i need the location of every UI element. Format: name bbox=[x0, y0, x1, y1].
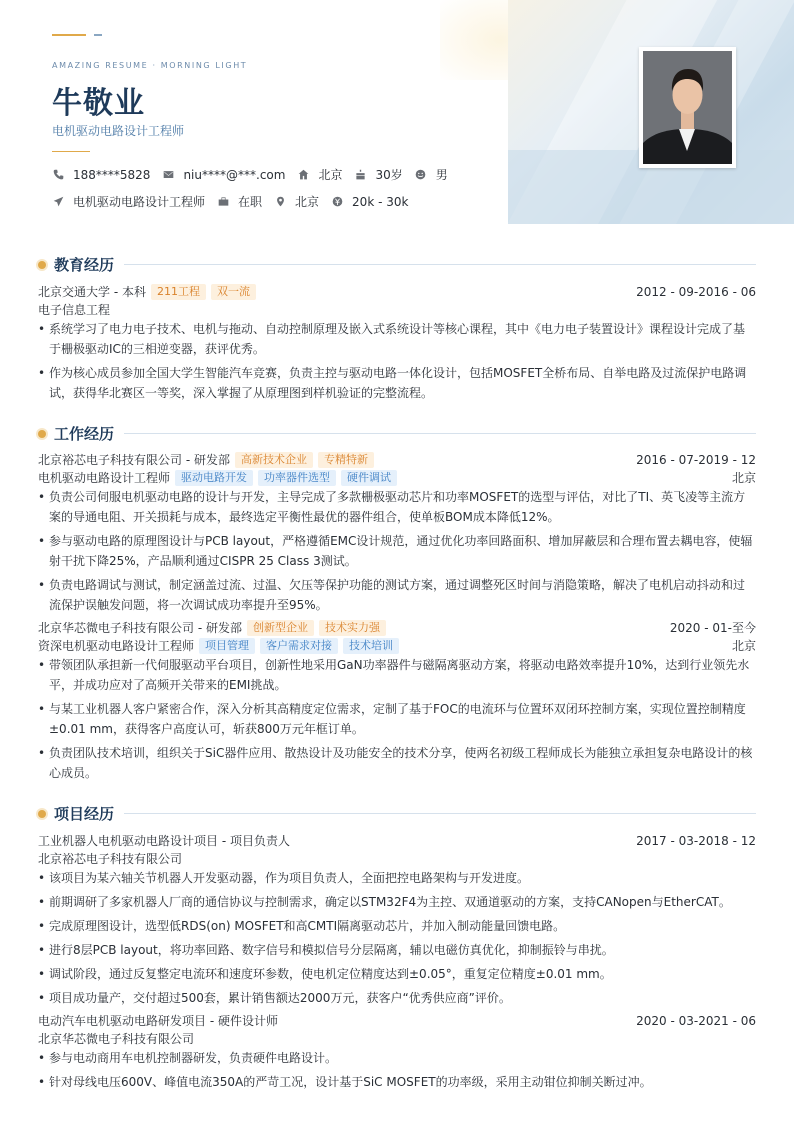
skill-tag: 客户需求对接 bbox=[260, 638, 338, 654]
list-item: • 调试阶段，通过反复整定电流环和速度环参数，使电机定位精度达到±0.05°，重复定位精度±0.01 mm。 bbox=[38, 964, 756, 984]
list-item: • 参与电动商用车电机控制器研发，负责硬件电路设计。 bbox=[38, 1048, 756, 1068]
list-item: • 与某工业机器人客户紧密合作，深入分析其高精度定位需求，定制了基于FOC的电流环与位置环双闭环控制方案，实现位置控制精度±0.01 mm，获得客户高度认可，斩获800万元年框订单。 bbox=[38, 699, 756, 739]
section-dot-icon bbox=[38, 261, 46, 269]
target-city-text: 北京 bbox=[295, 195, 320, 209]
age-item bbox=[354, 166, 402, 183]
gender-text: 男 bbox=[435, 168, 448, 182]
section-dot-icon bbox=[38, 810, 46, 818]
list-item: • 针对母线电压600V、峰值电流350A的严苛工况，设计基于SiC MOSFET的功率级，采用主动钳位抑制关断过冲。 bbox=[38, 1072, 756, 1092]
location-pin-icon bbox=[274, 196, 286, 208]
money-icon bbox=[331, 196, 343, 208]
project-org: 北京裕芯电子科技有限公司 bbox=[38, 852, 183, 866]
project-entry-header bbox=[38, 832, 756, 849]
city-text: 北京 bbox=[318, 168, 343, 182]
skill-tag: 功率器件选型 bbox=[258, 470, 336, 486]
work-city: 北京 bbox=[731, 639, 756, 653]
skill-tag: 驱动电路开发 bbox=[175, 470, 253, 486]
status-item bbox=[217, 193, 262, 210]
skill-tag: 硬件调试 bbox=[341, 470, 397, 486]
project-period: 2017 - 03-2018 - 12 bbox=[636, 833, 756, 848]
list-item: • 带领团队承担新一代伺服驱动平台项目，创新性地采用GaN功率器件与磁隔离驱动方案，将驱动电路效率提升10%，达到行业领先水平，并成功应对了高频开关带来的EMI挑战。 bbox=[38, 655, 756, 695]
work-period: 2020 - 01-至今 bbox=[669, 621, 756, 635]
target-role-item bbox=[52, 193, 205, 210]
work-bullets bbox=[38, 487, 756, 619]
education-entry-header bbox=[38, 283, 756, 300]
list-item: • 作为核心成员参加全国大学生智能汽车竞赛，负责主控与驱动电路一体化设计，包括MOSFET全桥布局、自举电路及过流保护电路调试，获得华北赛区一等奖，深入掌握了从原理图到样机验证的完整流程。 bbox=[38, 363, 756, 403]
job-info-row bbox=[52, 193, 420, 210]
company-tag: 技术实力强 bbox=[319, 620, 386, 636]
list-item: • 负责公司伺服电机驱动电路的设计与开发，主导完成了多款栅极驱动芯片和功率MOSFET的选型与评估，对比了TI、英飞凌等主流方案的导通电阻、开关损耗与成本，最终选定平衡性最优的器件组合，使单板BOM成本降低12%。 bbox=[38, 487, 756, 527]
candidate-title: 电机驱动电路设计工程师 bbox=[52, 124, 185, 138]
work-bullets bbox=[38, 655, 756, 787]
skill-tag: 技术培训 bbox=[343, 638, 399, 654]
project-org-line bbox=[38, 850, 756, 867]
phone-icon bbox=[52, 169, 64, 181]
portrait-image bbox=[643, 51, 732, 164]
email-item bbox=[162, 168, 285, 182]
mail-icon bbox=[162, 169, 174, 181]
education-bullets bbox=[38, 319, 756, 407]
contact-info-row bbox=[52, 166, 460, 183]
company-tag: 创新型企业 bbox=[247, 620, 314, 636]
section-dot-icon bbox=[38, 430, 46, 438]
candidate-name: 牛敬业 bbox=[52, 86, 145, 121]
phone-text: 188****5828 bbox=[73, 167, 151, 182]
section-divider bbox=[124, 813, 756, 814]
company-tag: 专精特新 bbox=[318, 452, 374, 468]
project-org: 北京华芯微电子科技有限公司 bbox=[38, 1032, 195, 1046]
section-divider bbox=[124, 264, 756, 265]
work-period: 2016 - 07-2019 - 12 bbox=[636, 452, 756, 467]
work-entry-header bbox=[38, 451, 756, 468]
list-item: • 项目成功量产，交付超过500套，累计销售额达2000万元，获客户“优秀供应商”评价。 bbox=[38, 988, 756, 1008]
email-text: niu****@***.com bbox=[183, 167, 286, 182]
list-item: • 负责团队技术培训，组织关于SiC器件应用、散热设计及功能安全的技术分享，使两名初级工程师成长为能独立承担复杂电路设计的核心成员。 bbox=[38, 743, 756, 783]
list-item: • 该项目为某六轴关节机器人开发驱动器，作为项目负责人，全面把控电路架构与开发进度。 bbox=[38, 868, 756, 888]
profile-photo bbox=[639, 47, 736, 168]
work-entry-header bbox=[38, 619, 756, 636]
section-divider bbox=[124, 433, 756, 434]
gender-item bbox=[415, 166, 448, 183]
work-section-title: 工作经历 bbox=[54, 425, 115, 443]
education-tag: 211工程 bbox=[151, 284, 206, 300]
education-section-title: 教育经历 bbox=[54, 256, 115, 274]
projects-section-header bbox=[38, 803, 756, 824]
list-item: • 负责电路调试与测试，制定涵盖过流、过温、欠压等保护功能的测试方案，通过调整死区时间与消隐策略，解决了电机启动抖动和过流保护误触发问题，将一次调试成功率提升至95%。 bbox=[38, 575, 756, 615]
title-divider bbox=[52, 151, 90, 152]
education-tag: 双一流 bbox=[211, 284, 256, 300]
job-role: 电机驱动电路设计工程师 bbox=[38, 471, 171, 485]
phone-item bbox=[52, 168, 150, 182]
company-name: 北京裕芯电子科技有限公司 - 研发部 bbox=[38, 453, 230, 467]
city-item bbox=[297, 166, 342, 183]
work-role-line bbox=[38, 637, 756, 654]
cake-icon bbox=[354, 169, 366, 181]
company-name: 北京华芯微电子科技有限公司 - 研发部 bbox=[38, 621, 242, 635]
list-item: • 参与驱动电路的原理图设计与PCB layout，严格遵循EMC设计规范，通过优化功率回路面积、增加屏蔽层和合理布置去耦电容，使辐射干扰下降25%，产品顺利通过CISPR 25 Class 3测试。 bbox=[38, 531, 756, 571]
project-entry-header bbox=[38, 1012, 756, 1029]
project-bullets bbox=[38, 868, 756, 1012]
project-name: 电动汽车电机驱动电路研发项目 - 硬件设计师 bbox=[38, 1014, 278, 1028]
age-text: 30岁 bbox=[375, 168, 403, 182]
list-item: • 前期调研了多家机器人厂商的通信协议与控制需求，确定以STM32F4为主控、双通道驱动的方案，支持CANopen与EtherCAT。 bbox=[38, 892, 756, 912]
home-icon bbox=[297, 169, 309, 181]
salary-text: 20k - 30k bbox=[352, 194, 409, 209]
target-city-item bbox=[274, 193, 319, 210]
status-text: 在职 bbox=[238, 195, 263, 209]
send-icon bbox=[52, 196, 64, 208]
smile-icon bbox=[415, 169, 427, 181]
list-item: • 系统学习了电力电子技术、电机与拖动、自动控制原理及嵌入式系统设计等核心课程，其中《电力电子装置设计》课程设计完成了基于栅极驱动IC的三相逆变器，获评优秀。 bbox=[38, 319, 756, 359]
projects-section-title: 项目经历 bbox=[54, 805, 115, 823]
project-org-line bbox=[38, 1030, 756, 1047]
list-item: • 完成原理图设计，选型低RDS(on) MOSFET和高CMTI隔离驱动芯片，并加入制动能量回馈电路。 bbox=[38, 916, 756, 936]
school-name: 北京交通大学 - 本科 bbox=[38, 285, 146, 299]
education-period: 2012 - 09-2016 - 06 bbox=[636, 284, 756, 299]
work-section-header bbox=[38, 423, 756, 444]
project-name: 工业机器人电机驱动电路设计项目 - 项目负责人 bbox=[38, 834, 290, 848]
resume-tagline: AMAZING RESUME · MORNING LIGHT bbox=[52, 61, 248, 70]
education-section-header bbox=[38, 254, 756, 275]
target-role-text: 电机驱动电路设计工程师 bbox=[73, 195, 206, 209]
skill-tag: 项目管理 bbox=[199, 638, 255, 654]
salary-item bbox=[331, 195, 408, 209]
briefcase-icon bbox=[217, 196, 229, 208]
project-bullets bbox=[38, 1048, 756, 1096]
job-role: 资深电机驱动电路设计工程师 bbox=[38, 639, 195, 653]
education-major-line bbox=[38, 301, 756, 318]
company-tag: 高新技术企业 bbox=[235, 452, 313, 468]
work-role-line bbox=[38, 469, 756, 486]
project-period: 2020 - 03-2021 - 06 bbox=[636, 1013, 756, 1028]
work-city: 北京 bbox=[731, 471, 756, 485]
list-item: • 进行8层PCB layout，将功率回路、数字信号和模拟信号分层隔离，辅以电磁仿真优化，抑制振铃与串扰。 bbox=[38, 940, 756, 960]
education-major: 电子信息工程 bbox=[38, 303, 111, 317]
